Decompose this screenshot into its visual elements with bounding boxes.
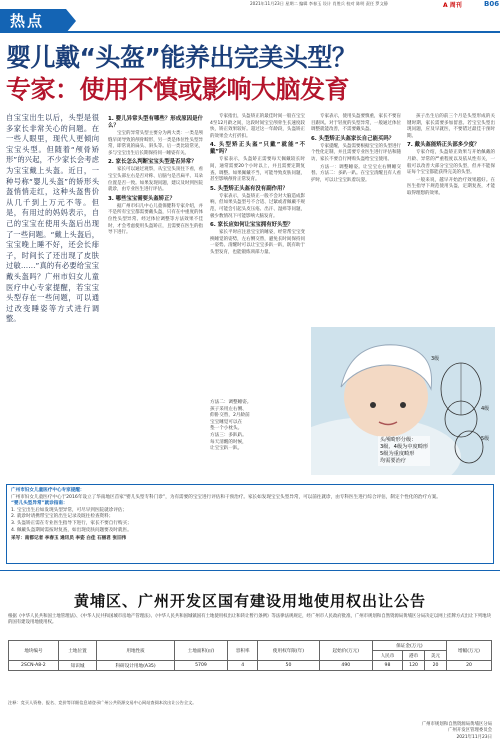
expert-tip-box: [6, 484, 494, 564]
section-heading: 1. 婴儿异常头型有哪些？形成原因是什么？: [108, 116, 203, 129]
table-cell: 5709: [174, 661, 227, 671]
side-tip-line: 方法三：多趴趴。: [210, 432, 247, 438]
table-cell: 490: [319, 661, 372, 671]
page-number: B06: [484, 0, 500, 8]
table-cell: 2SCN-A8-2: [9, 661, 59, 671]
article-paragraph: 专家提醒，头盔需要根据宝宝的头型进行个性化定制，并且需要专业医生进行评估和随访，家长不要自行网购头盔给宝宝使用。: [311, 143, 401, 162]
grade-3-label: 3级: [431, 356, 440, 362]
article-paragraph: 专家指出，头盔矫正的最佳时间一般在宝宝4至12月龄之间，这段时间宝宝颅骨生长速度较快，矫正效果较好。超过这一年龄段，头盔矫正的效果会大打折扣。: [210, 114, 305, 139]
section-heading: 3. 哪些宝宝需要头盔矫正？: [108, 195, 175, 202]
tip-subtitle: “婴儿头型异常”就诊指南：: [11, 501, 68, 507]
article-column-1: [108, 114, 203, 238]
caption-line: 3级、4级为中度畸形: [380, 444, 429, 450]
table-header-cell: 土地面积(㎡): [174, 641, 227, 661]
header-rule: [66, 31, 500, 33]
table-header-row: [9, 641, 492, 651]
article-paragraph: 据广州市妇儿中心儿童保健科专家介绍，并不是所有宝宝都需要戴头盔，只有在中重度的体位性头型异常、经过体位调整等方法效果不佳时，才会考虑使用头盔矫正，且需要在医生的指导下进行。: [108, 203, 203, 236]
grade-5-label: 5级: [481, 436, 490, 442]
page-badge: A 周刊: [443, 2, 462, 9]
article-paragraph: 专家介绍，头盔矫正效果与开始佩戴的月龄、异常的严重程度以及依从性有关，一般可以改善大部分宝宝的头型，但并不能保证每个宝宝都能获得完美的头型。: [407, 150, 495, 176]
table-header-cell: 使用权年限(年): [258, 641, 319, 661]
article-paragraph: 孩子出生后的前三个月是头型形成的关键时期，家长需要多加留意。若宝宝头型出现问题，应及早就医，不要错过最佳干预时期。: [407, 114, 495, 139]
table-cell: 98: [372, 661, 402, 671]
article-paragraph: 家长平时应注意宝宝的睡姿，经常帮宝宝变换睡觉的姿势，左右侧交替，避免长时间保持同一姿势。清醒时可以让宝宝多趴一趴，既有助于头型发育，也能锻炼颈部力量。: [210, 230, 305, 255]
tip-title: 广州市妇女儿童医疗中心专家提醒：: [11, 488, 85, 493]
signature-line: 2021年11月23日: [456, 734, 492, 740]
tip-item: 2. 就诊时请携带宝宝的出生记录及既往检查资料；: [11, 514, 114, 520]
table-header-cell: 人民币: [372, 651, 402, 661]
section-heading: 4. 头型矫正头盔“只戴”就能“不戴”吗？: [210, 142, 305, 156]
side-tip-line: 仰卧交替，2月龄前: [210, 413, 250, 419]
side-tip-line: 让宝宝趴一趴。: [210, 446, 243, 452]
side-tips: [210, 400, 307, 453]
side-tip-line: 方法二：调整睡姿。: [210, 400, 252, 405]
side-tip-line: 孩子采用左右侧、: [210, 406, 247, 412]
announcement-note: 注释：竞买人资格、报名、竞价等详细信息请登录广州公共资源交易中心网站查阅本次出让公告全文。: [8, 700, 197, 705]
article-column-2: [210, 114, 305, 258]
table-header-cell: 港币: [403, 651, 425, 661]
table-header-cell: 用地性质: [97, 641, 175, 661]
announcement-body: 根据《中华人民共和国土地管理法》、《中华人民共和国城市房地产管理法》、《中华人民共和国城镇国有土地使用权出让和转让暂行条例》等法律法规规定，经广州市人民政府批准，广州市规划和自然资源局黄埔区分局决定以网上挂牌方式出让下列地块的国有建设用地使用权。: [8, 614, 491, 626]
signature-line: 广州市规划和自然资源局黄埔区分局: [421, 722, 492, 727]
reporters-byline: 采写：南都记者 李春玉 通讯员 李姿 白佳 石丽君 张旧伟: [11, 536, 127, 542]
table-header-cell: 容积率: [228, 641, 258, 661]
caption-line: 5级为重度畸形: [380, 451, 415, 457]
side-tip-line: 垫一个小枕头。: [210, 426, 243, 432]
table-cell: 20: [447, 661, 492, 671]
article-paragraph: 一般来说，越早开始治疗效果越好。在医生指导下规范使用头盔，定期复查，才能取得理想的效果。: [407, 177, 495, 196]
section-heading: 5. 头型矫正头盔有没有副作用？: [210, 185, 288, 192]
caption-line: 头颅畸形分级：: [380, 437, 417, 443]
signature-line: 广州开发区管理委员会: [448, 728, 492, 734]
article-column-4: [407, 114, 495, 199]
article-paragraph: 家长可以通过观察，从宝宝头顶往下看，看宝宝头部左右是否对称、后脑勺是否扁平、耳朵位置是否一致。如果发现问题，建议及时到医院就诊，由专业医生进行评估。: [108, 167, 203, 193]
grade-4-label: 4级: [481, 406, 490, 412]
table-cell: 20: [425, 661, 447, 671]
table-header-cell: 地块编号: [9, 641, 59, 661]
lead-paragraph: 自宝宝出生以后，头型是很多家长非常关心的问题。在一些人眼里，现代人更倾向宝宝头型。但随着“颅骨矫形”的兴起，不少家长会考虑为宝宝戴上头盔。近日，一种号称“婴儿头盔”的矫形头盔悄悄走红，这种头盔售价从几千到上万元不等。但是，有用过的妈妈表示，自己的宝宝在使用头盔后出现了一些问题。“戴上头盔后，宝宝晚上睡不好，还会长痱子，时间长了还出现了皮肤过敏……”真的有必要给宝宝戴头盔吗？广州市妇女儿童医疗中心专家提醒，若宝宝头型存在一些问题，可以通过改变睡姿等方式进行调整。: [6, 113, 99, 324]
table-header-cell: 保证金(万元): [372, 641, 446, 651]
table-header-cell: 起始价(万元): [319, 641, 372, 661]
section-heading: 6. 头型矫正头盔家长自己能买吗？: [311, 135, 395, 142]
table-header-cell: 增幅(万元): [447, 641, 492, 661]
article-paragraph: 专家表示，使用头盔要慎重，家长不要盲目跟风。对于轻度的头型异常，一般通过体位调整就能改善，不需要戴头盔。: [311, 114, 401, 133]
article-column-3: [311, 114, 401, 185]
tip-text: 广州市妇女儿童医疗中心于2016年设立了华南地区首家“婴儿头型专科门诊”，为有需要的宝宝进行评估和干预治疗。家长如发现宝宝头型异常，可以前往就诊，由专科医生进行综合评估，制定个性化的治疗方案。: [11, 494, 441, 500]
caption-line: 均需要治疗: [380, 458, 406, 464]
table-cell: 科研设计用地(A35): [97, 661, 175, 671]
section-heading: 2. 家长怎么判断宝宝头型是否异常？: [108, 159, 197, 166]
article-paragraph: 方法一：调整睡姿。让宝宝左右侧睡交替。方法二：多趴一趴。在宝宝清醒且有人看护时，可以让宝宝趴着玩耍。: [311, 164, 401, 183]
article-paragraph: 专家表示，头盔矫正需要每天佩戴较长时间，通常需要20个小时以上，并且需要定期复查、调整。如果佩戴不当，可能导致皮肤问题，甚至影响颅骨正常发育。: [210, 157, 305, 183]
table-cell: 50: [258, 661, 319, 671]
side-tip-line: 宝宝睡觉可以在: [210, 419, 243, 425]
side-tip-line: 每天清醒的时候，: [210, 439, 247, 445]
table-header-cell: 美元: [425, 651, 447, 661]
article-paragraph: 宝宝的异常头型主要分为两大类：一类是颅缝早闭导致的颅骨畸形，另一类是体位性头型异常，即常说的扁头、斜头等。后一类比较常见，多与宝宝出生后长期保持同一睡姿有关。: [108, 131, 203, 156]
section-tag: 热点: [0, 9, 66, 33]
headline-main: 婴儿戴“头盔”能养出完美头型？: [6, 43, 357, 72]
section-divider: [0, 570, 500, 571]
table-cell: 120: [403, 661, 425, 671]
land-auction-table: [8, 640, 492, 671]
table-header-cell: 土地位置: [58, 641, 96, 661]
announcement-title: 黄埔区、广州开发区国有建设用地使用权出让公告: [73, 592, 426, 610]
article-paragraph: 专家表示，头盔矫正一般不会对大脑造成影响，但如果头盔型号不合适、过紧或者佩戴不规范，可能会引起头皮压疮、出汗、湿疹等问题，极少数情况下可能影响大脑发育。: [210, 193, 305, 219]
table-row: [9, 661, 492, 671]
section-heading: 7. 戴头盔能矫正头部多少度？: [407, 142, 480, 149]
table-cell: 知识城: [58, 661, 96, 671]
section-heading: 6. 家长应如何让宝宝拥有好头型？: [210, 222, 294, 229]
table-cell: 4: [228, 661, 258, 671]
tip-item: 3. 头盔矫正需在专业医生指导下进行，家长不要自行购买；: [11, 520, 132, 526]
headline-sub: 专家：使用不慎或影响大脑发育: [6, 75, 350, 104]
tip-item: 4. 佩戴头盔期间需按时复查，如出现皮肤问题要及时就医。: [11, 527, 132, 533]
header-info: 2021年11月23日 星期二 编辑 李春玉 设计 肖胜兵 校对 陈明 责任 罗文静: [250, 1, 388, 6]
announcement-signature: [360, 722, 492, 741]
tip-item: 1. 宝宝出生后如发现头型异常，可尽早到医院就诊评估；: [11, 507, 128, 513]
photo-caption: [378, 436, 430, 466]
